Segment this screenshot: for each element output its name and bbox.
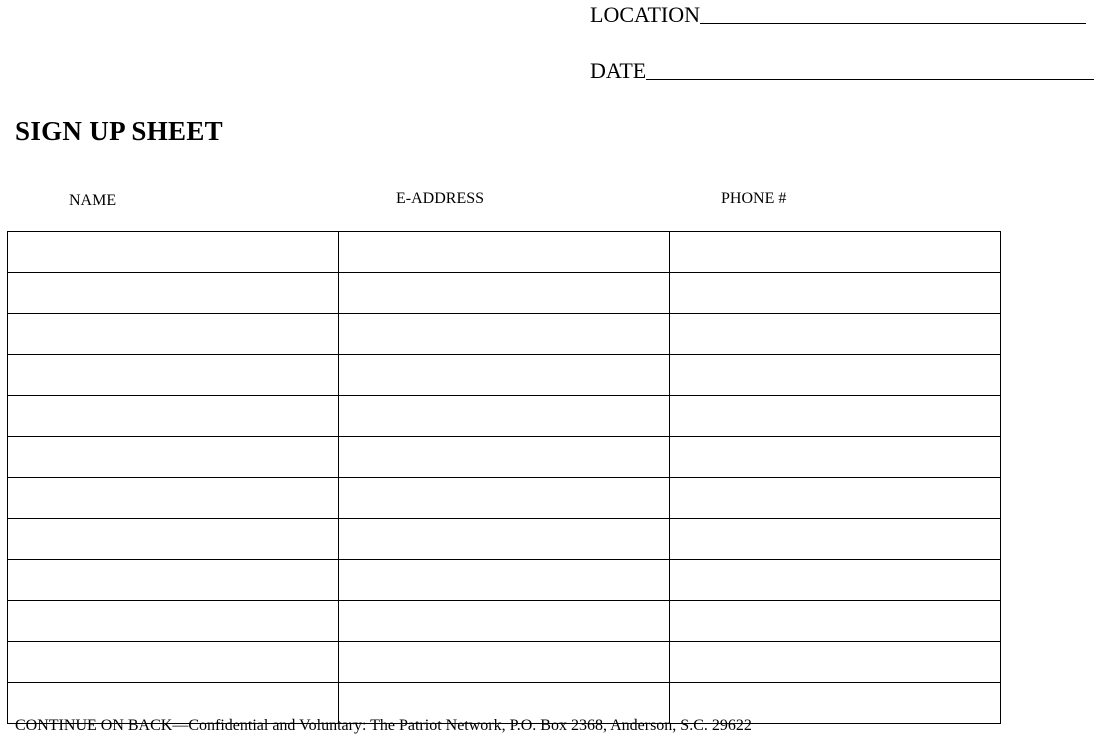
email-cell[interactable] (339, 437, 670, 478)
name-cell[interactable] (8, 519, 339, 560)
table-row (8, 601, 1001, 642)
phone-cell[interactable] (670, 519, 1001, 560)
phone-cell[interactable] (670, 355, 1001, 396)
name-cell[interactable] (8, 232, 339, 273)
email-cell[interactable] (339, 396, 670, 437)
name-cell[interactable] (8, 396, 339, 437)
name-cell[interactable] (8, 437, 339, 478)
phone-cell[interactable] (670, 232, 1001, 273)
column-header-phone: PHONE # (721, 190, 787, 207)
email-cell[interactable] (339, 519, 670, 560)
phone-cell[interactable] (670, 642, 1001, 683)
column-header-name: NAME (69, 192, 117, 209)
column-header-email: E-ADDRESS (396, 190, 485, 207)
email-cell[interactable] (339, 642, 670, 683)
table-row (8, 478, 1001, 519)
date-input-line[interactable] (646, 78, 1094, 80)
phone-cell[interactable] (670, 560, 1001, 601)
table-row (8, 560, 1001, 601)
email-cell[interactable] (339, 314, 670, 355)
name-cell[interactable] (8, 478, 339, 519)
date-field (590, 60, 1094, 82)
email-cell[interactable] (339, 478, 670, 519)
table-row (8, 355, 1001, 396)
location-input-line[interactable] (700, 22, 1086, 24)
name-cell[interactable] (8, 642, 339, 683)
phone-cell[interactable] (670, 273, 1001, 314)
name-cell[interactable] (8, 601, 339, 642)
location-label: LOCATION (590, 2, 700, 27)
email-cell[interactable] (339, 560, 670, 601)
table-row (8, 273, 1001, 314)
name-cell[interactable] (8, 314, 339, 355)
phone-cell[interactable] (670, 601, 1001, 642)
name-cell[interactable] (8, 560, 339, 601)
signup-table-body (8, 232, 1001, 724)
phone-cell[interactable] (670, 314, 1001, 355)
phone-cell[interactable] (670, 478, 1001, 519)
name-cell[interactable] (8, 273, 339, 314)
table-row (8, 437, 1001, 478)
table-row (8, 642, 1001, 683)
location-field (590, 4, 1086, 26)
table-row (8, 314, 1001, 355)
email-cell[interactable] (339, 601, 670, 642)
table-row (8, 519, 1001, 560)
signup-table (7, 231, 1001, 724)
table-row (8, 232, 1001, 273)
email-cell[interactable] (339, 232, 670, 273)
date-label: DATE (590, 58, 647, 83)
phone-cell[interactable] (670, 396, 1001, 437)
footer-note: CONTINUE ON BACK—Confidential and Voluntary: The Patriot Network, P.O. Box 2368, Anderson, S.C. 29622 (15, 717, 752, 734)
phone-cell[interactable] (670, 437, 1001, 478)
page-title: SIGN UP SHEET (15, 116, 223, 146)
email-cell[interactable] (339, 355, 670, 396)
email-cell[interactable] (339, 273, 670, 314)
table-row (8, 396, 1001, 437)
name-cell[interactable] (8, 355, 339, 396)
